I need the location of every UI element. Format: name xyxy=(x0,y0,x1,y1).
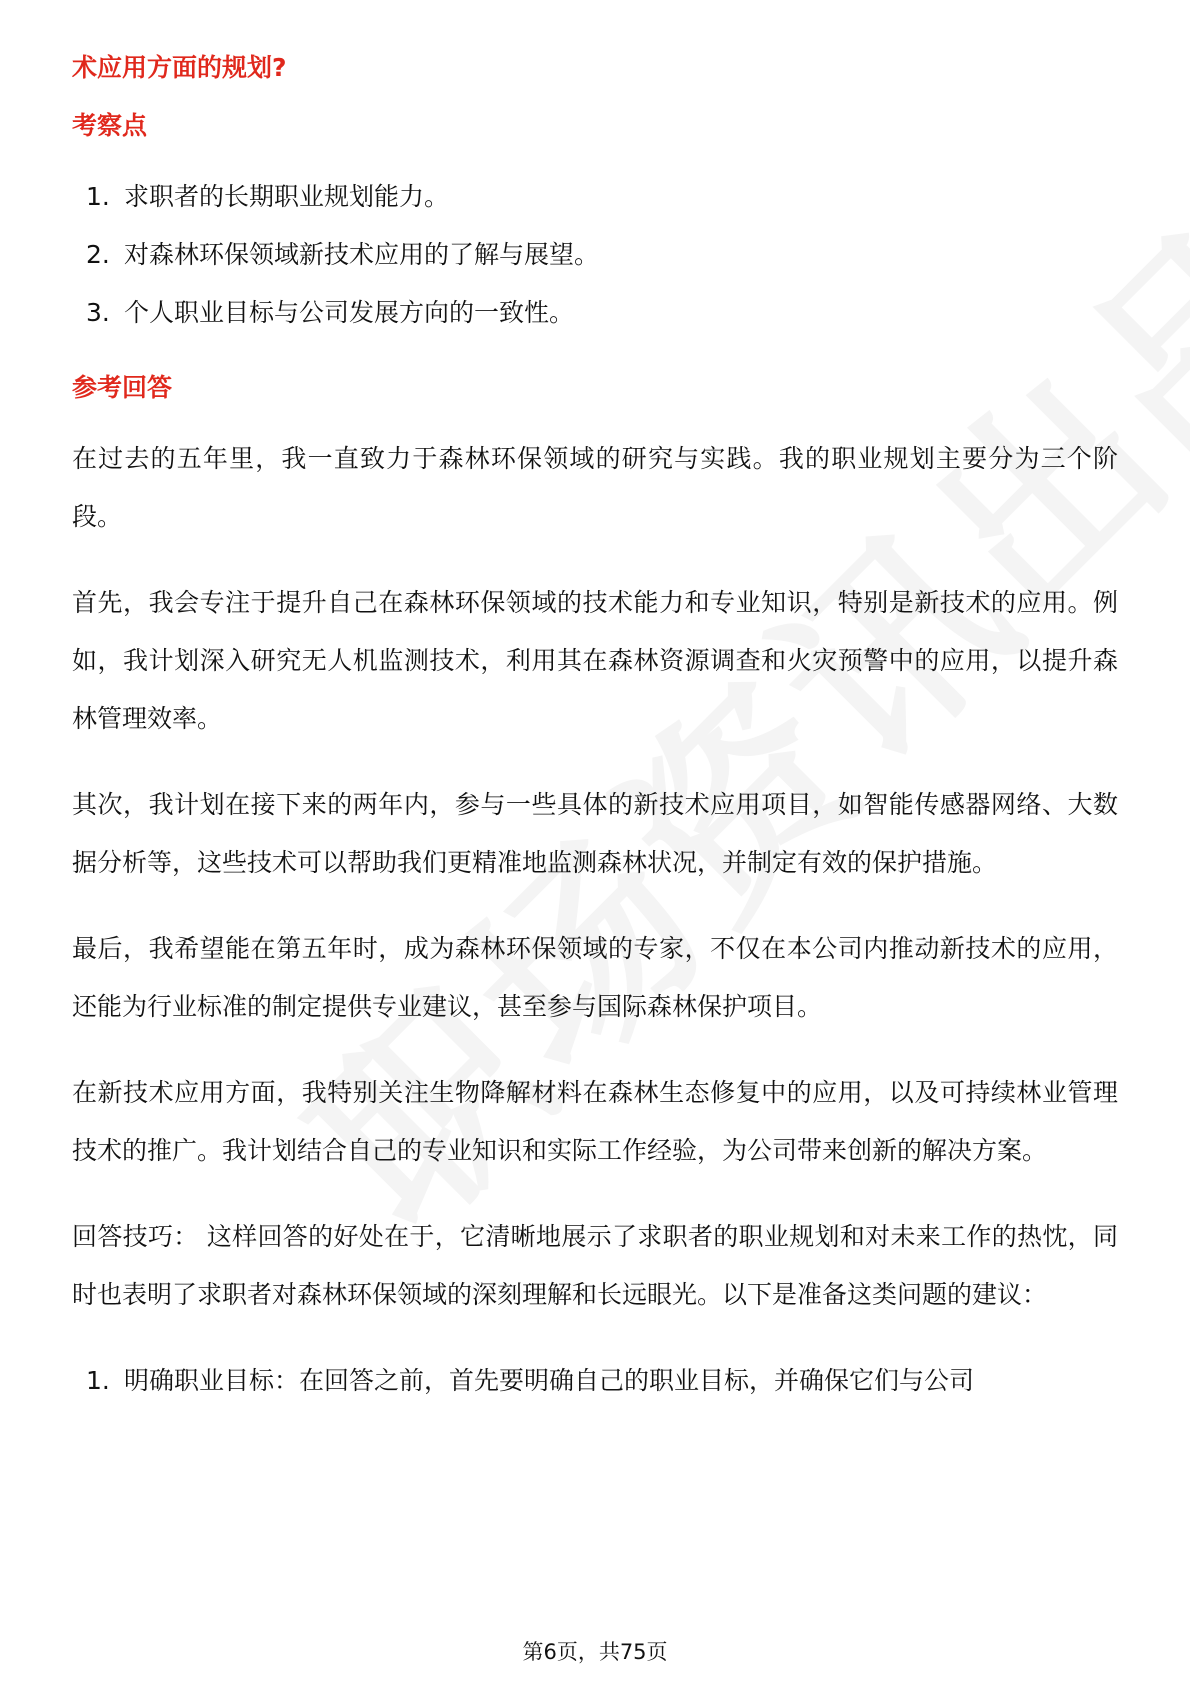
list-item-number: 1. xyxy=(86,1366,110,1395)
list-item-number: 3. xyxy=(86,298,110,327)
list-item xyxy=(72,1352,1118,1410)
list-item xyxy=(72,226,1118,284)
answer-tips-paragraph: 回答技巧： 这样回答的好处在于，它清晰地展示了求职者的职业规划和对未来工作的热忱，同时也表明了求职者对森林环保领域的深刻理解和长远眼光。以下是准备这类问题的建议： xyxy=(72,1222,1118,1309)
list-item-text: 明确职业目标：在回答之前，首先要明确自己的职业目标，并确保它们与公司 xyxy=(124,1366,975,1395)
list-item-number: 2. xyxy=(86,240,110,269)
answer-paragraph: 其次，我计划在接下来的两年内，参与一些具体的新技术应用项目，如智能传感器网络、大数据分析等，这些技术可以帮助我们更精准地监测森林状况，并制定有效的保护措施。 xyxy=(72,790,1118,877)
answer-paragraph: 最后，我希望能在第五年时，成为森林环保领域的专家，不仅在本公司内推动新技术的应用，还能为行业标准的制定提供专业建议，甚至参与国际森林保护项目。 xyxy=(72,934,1118,1021)
answer-paragraph: 首先，我会专注于提升自己在森林环保领域的技术能力和专业知识，特别是新技术的应用。例如，我计划深入研究无人机监测技术，利用其在森林资源调查和火灾预警中的应用，以提升森林管理效率。 xyxy=(72,588,1118,733)
tips-list xyxy=(72,1352,1118,1410)
evaluation-points-heading: 考察点 xyxy=(72,111,148,140)
list-item-text: 求职者的长期职业规划能力。 xyxy=(124,182,450,211)
page-content xyxy=(72,48,1118,1436)
list-item-text: 对森林环保领域新技术应用的了解与展望。 xyxy=(124,240,600,269)
evaluation-points-list xyxy=(72,168,1118,342)
answer-paragraph: 在新技术应用方面，我特别关注生物降解材料在森林生态修复中的应用，以及可持续林业管理技术的推广。我计划结合自己的专业知识和实际工作经验，为公司带来创新的解决方案。 xyxy=(72,1078,1118,1165)
answer-paragraph: 在过去的五年里，我一直致力于森林环保领域的研究与实践。我的职业规划主要分为三个阶段。 xyxy=(72,444,1118,531)
reference-answer-heading: 参考回答 xyxy=(72,373,173,402)
list-item-text: 个人职业目标与公司发展方向的一致性。 xyxy=(124,298,575,327)
question-title: 术应用方面的规划? xyxy=(72,53,287,82)
page-footer: 第6页，共75页 xyxy=(522,1640,668,1664)
list-item-number: 1. xyxy=(86,182,110,211)
list-item xyxy=(72,168,1118,226)
list-item xyxy=(72,284,1118,342)
